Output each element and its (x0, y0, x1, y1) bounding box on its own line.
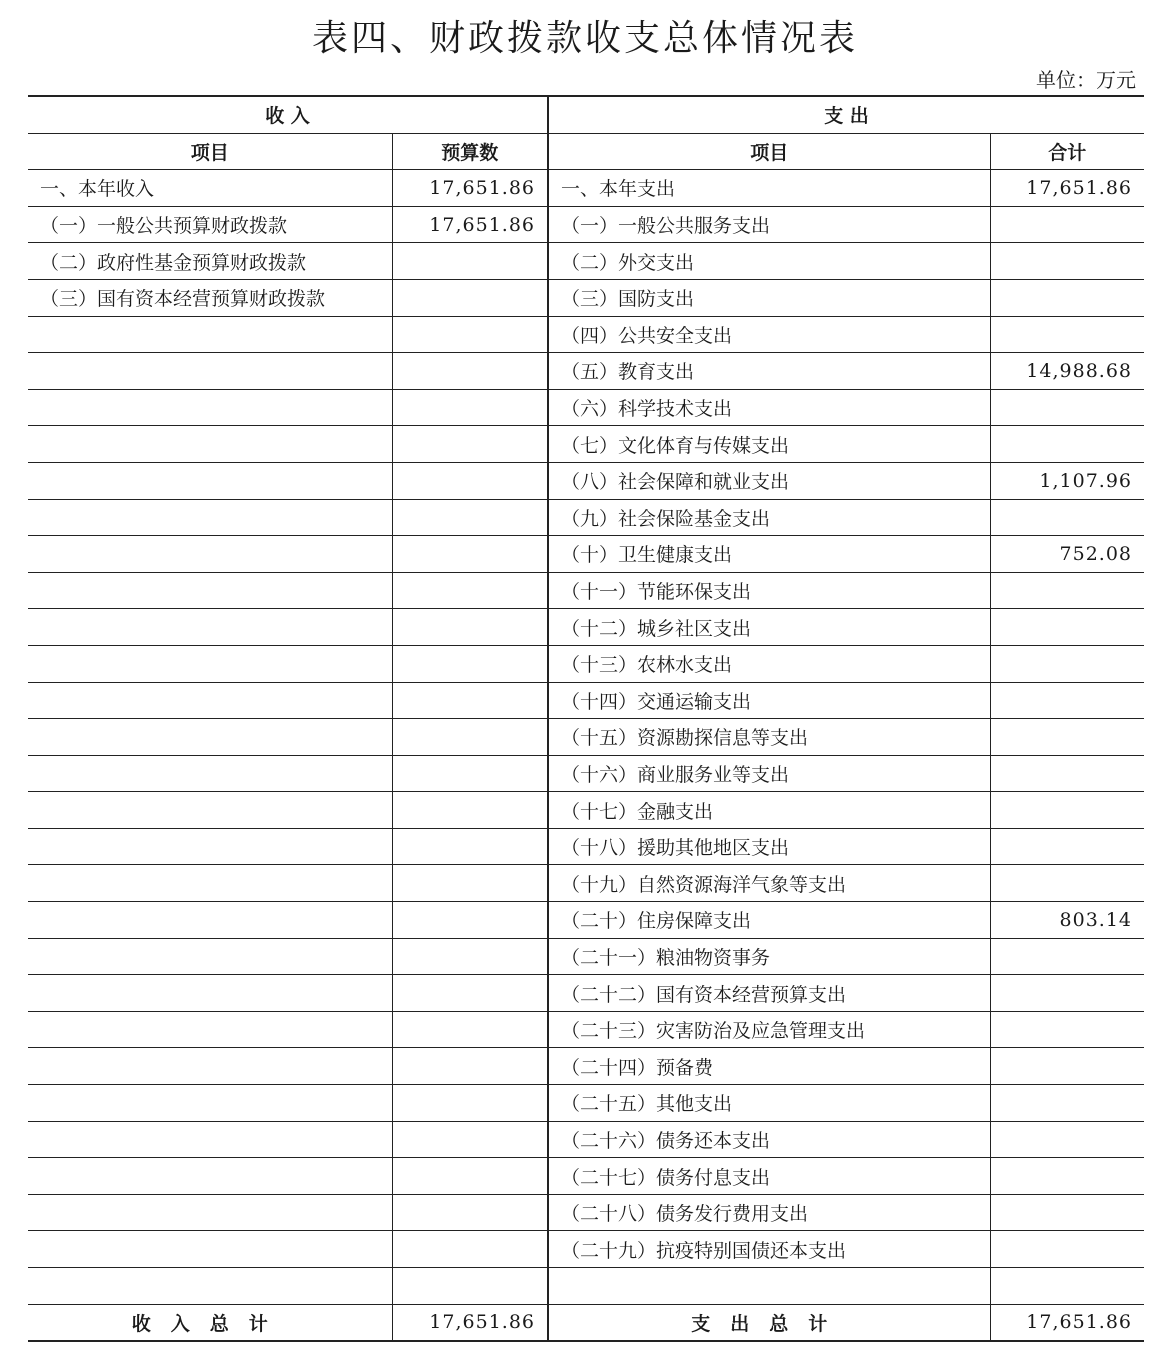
table-row (28, 828, 1144, 865)
expense-item-label: （二十八）债务发行费用支出 (548, 1194, 990, 1231)
income-item-label (28, 682, 392, 719)
budget-table (28, 95, 1144, 1342)
table-row (28, 279, 1144, 316)
income-item-value (392, 719, 548, 756)
expense-item-value (990, 426, 1144, 463)
income-item-label (28, 572, 392, 609)
expense-item-label: （二）外交支出 (548, 243, 990, 280)
unit-label: 单位：万元 (1036, 68, 1136, 92)
income-item-label (28, 1158, 392, 1195)
income-item-value (392, 1121, 548, 1158)
income-item-value (392, 1268, 548, 1305)
expense-item-label: （二十六）债务还本支出 (548, 1121, 990, 1158)
income-item-value (392, 316, 548, 353)
income-item-value (392, 1048, 548, 1085)
income-item-value (392, 572, 548, 609)
table-row (28, 1048, 1144, 1085)
table-row (28, 316, 1144, 353)
expense-item-value (990, 755, 1144, 792)
income-item-label (28, 1231, 392, 1268)
table-row (28, 1268, 1144, 1305)
expense-item-label: （一）一般公共服务支出 (548, 206, 990, 243)
income-item-label (28, 1121, 392, 1158)
expense-item-value (990, 1121, 1144, 1158)
expense-item-label: （二十四）预备费 (548, 1048, 990, 1085)
table-row (28, 938, 1144, 975)
expense-item-value (990, 499, 1144, 536)
expense-item-label: （六）科学技术支出 (548, 389, 990, 426)
expense-item-value: 17,651.86 (990, 170, 1144, 207)
table-row (28, 426, 1144, 463)
expense-item-label: （十二）城乡社区支出 (548, 609, 990, 646)
income-item-label: （一）一般公共预算财政拨款 (28, 206, 392, 243)
section-header-row (28, 96, 1144, 133)
expense-item-label: （十）卫生健康支出 (548, 536, 990, 573)
table-row (28, 572, 1144, 609)
income-section-header: 收 入 (28, 96, 548, 133)
table-row (28, 499, 1144, 536)
col-header-budget: 预算数 (392, 133, 548, 170)
income-item-label (28, 792, 392, 829)
expense-item-value: 803.14 (990, 902, 1144, 939)
table-row (28, 609, 1144, 646)
expense-item-label: （十三）农林水支出 (548, 645, 990, 682)
income-item-value (392, 682, 548, 719)
income-item-label (28, 755, 392, 792)
income-item-value (392, 645, 548, 682)
expense-item-value (990, 609, 1144, 646)
expense-item-value (990, 938, 1144, 975)
expense-item-value (990, 389, 1144, 426)
expense-item-label: （十六）商业服务业等支出 (548, 755, 990, 792)
income-item-value (392, 865, 548, 902)
income-item-value (392, 536, 548, 573)
income-item-label (28, 316, 392, 353)
expense-item-value (990, 572, 1144, 609)
expense-item-label: （二十七）债务付息支出 (548, 1158, 990, 1195)
table-row (28, 536, 1144, 573)
expense-item-label: （二十一）粮油物资事务 (548, 938, 990, 975)
expense-item-value (990, 682, 1144, 719)
column-header-row (28, 133, 1144, 170)
expense-item-value (990, 719, 1144, 756)
expense-item-label: （七）文化体育与传媒支出 (548, 426, 990, 463)
income-item-value (392, 1085, 548, 1122)
table-row (28, 170, 1144, 207)
income-item-label (28, 462, 392, 499)
income-item-value (392, 426, 548, 463)
income-item-value: 17,651.86 (392, 206, 548, 243)
table-row (28, 243, 1144, 280)
expense-item-value (990, 1085, 1144, 1122)
income-item-value (392, 828, 548, 865)
expense-item-value: 14,988.68 (990, 353, 1144, 390)
expense-item-label: （二十九）抗疫特别国债还本支出 (548, 1231, 990, 1268)
expense-item-value (990, 279, 1144, 316)
expense-item-value (990, 975, 1144, 1012)
table-row (28, 1158, 1144, 1195)
expense-item-value (990, 1011, 1144, 1048)
table-row (28, 682, 1144, 719)
expense-item-value (990, 1194, 1144, 1231)
expense-item-value (990, 792, 1144, 829)
expense-item-value (990, 1231, 1144, 1268)
income-item-value (392, 499, 548, 536)
expense-item-label: （四）公共安全支出 (548, 316, 990, 353)
expense-item-label: （十五）资源勘探信息等支出 (548, 719, 990, 756)
table-row (28, 1194, 1144, 1231)
income-item-label (28, 426, 392, 463)
col-header-income-item: 项目 (28, 133, 392, 170)
page-title: 表四、财政拨款收支总体情况表 (311, 18, 858, 59)
income-item-value (392, 792, 548, 829)
expense-item-label: （二十三）灾害防治及应急管理支出 (548, 1011, 990, 1048)
expense-item-label (548, 1268, 990, 1305)
expense-item-label: （十九）自然资源海洋气象等支出 (548, 865, 990, 902)
table-row (28, 865, 1144, 902)
expense-item-value (990, 828, 1144, 865)
income-item-label (28, 865, 392, 902)
totals-row (28, 1304, 1144, 1341)
income-total-label: 收入总计 (28, 1304, 392, 1341)
expense-item-label: （五）教育支出 (548, 353, 990, 390)
expense-item-label: （十八）援助其他地区支出 (548, 828, 990, 865)
income-item-label (28, 645, 392, 682)
income-item-value (392, 1194, 548, 1231)
expense-total-label: 支出总计 (548, 1304, 990, 1341)
income-total-value: 17,651.86 (392, 1304, 548, 1341)
income-item-label (28, 828, 392, 865)
table-row (28, 353, 1144, 390)
table-row (28, 792, 1144, 829)
expense-item-label: （九）社会保险基金支出 (548, 499, 990, 536)
table-row (28, 902, 1144, 939)
table-row (28, 645, 1144, 682)
income-item-value (392, 975, 548, 1012)
expense-item-value (990, 1158, 1144, 1195)
income-item-label (28, 1048, 392, 1085)
expense-item-value (990, 316, 1144, 353)
table-row (28, 975, 1144, 1012)
expense-item-value: 1,107.96 (990, 462, 1144, 499)
table-row (28, 719, 1144, 756)
table-row (28, 1121, 1144, 1158)
expense-item-label: （八）社会保障和就业支出 (548, 462, 990, 499)
expense-item-label: 一、本年支出 (548, 170, 990, 207)
expense-item-value: 752.08 (990, 536, 1144, 573)
income-item-label (28, 938, 392, 975)
income-item-label (28, 1011, 392, 1048)
income-item-label (28, 1268, 392, 1305)
col-header-expense-item: 项目 (548, 133, 990, 170)
income-item-label (28, 975, 392, 1012)
expense-item-value (990, 1268, 1144, 1305)
expense-item-label: （二十二）国有资本经营预算支出 (548, 975, 990, 1012)
table-row (28, 389, 1144, 426)
table-row (28, 1231, 1144, 1268)
expense-item-label: （三）国防支出 (548, 279, 990, 316)
expense-item-value (990, 1048, 1144, 1085)
income-item-value (392, 462, 548, 499)
income-item-value (392, 609, 548, 646)
income-item-label: （二）政府性基金预算财政拨款 (28, 243, 392, 280)
income-item-value (392, 279, 548, 316)
table-row (28, 206, 1144, 243)
income-item-label: （三）国有资本经营预算财政拨款 (28, 279, 392, 316)
income-item-label (28, 902, 392, 939)
income-item-label (28, 1194, 392, 1231)
income-item-label (28, 353, 392, 390)
expense-item-label: （二十）住房保障支出 (548, 902, 990, 939)
expense-item-label: （十四）交通运输支出 (548, 682, 990, 719)
expense-item-value (990, 243, 1144, 280)
table-row (28, 462, 1144, 499)
income-item-label: 一、本年收入 (28, 170, 392, 207)
expense-item-label: （十七）金融支出 (548, 792, 990, 829)
expense-item-label: （十一）节能环保支出 (548, 572, 990, 609)
income-item-value (392, 902, 548, 939)
expense-item-label: （二十五）其他支出 (548, 1085, 990, 1122)
expense-item-value (990, 206, 1144, 243)
table-row (28, 1011, 1144, 1048)
expense-section-header: 支 出 (548, 96, 1144, 133)
income-item-value (392, 938, 548, 975)
col-header-total: 合计 (990, 133, 1144, 170)
income-item-value (392, 243, 548, 280)
income-item-value: 17,651.86 (392, 170, 548, 207)
income-item-value (392, 1011, 548, 1048)
table-row (28, 1085, 1144, 1122)
income-item-label (28, 609, 392, 646)
income-item-value (392, 1158, 548, 1195)
table-row (28, 755, 1144, 792)
income-item-value (392, 755, 548, 792)
expense-item-value (990, 865, 1144, 902)
income-item-label (28, 389, 392, 426)
income-item-value (392, 353, 548, 390)
expense-total-value: 17,651.86 (990, 1304, 1144, 1341)
income-item-value (392, 1231, 548, 1268)
income-item-label (28, 536, 392, 573)
income-item-label (28, 499, 392, 536)
income-item-label (28, 719, 392, 756)
income-item-label (28, 1085, 392, 1122)
income-item-value (392, 389, 548, 426)
expense-item-value (990, 645, 1144, 682)
